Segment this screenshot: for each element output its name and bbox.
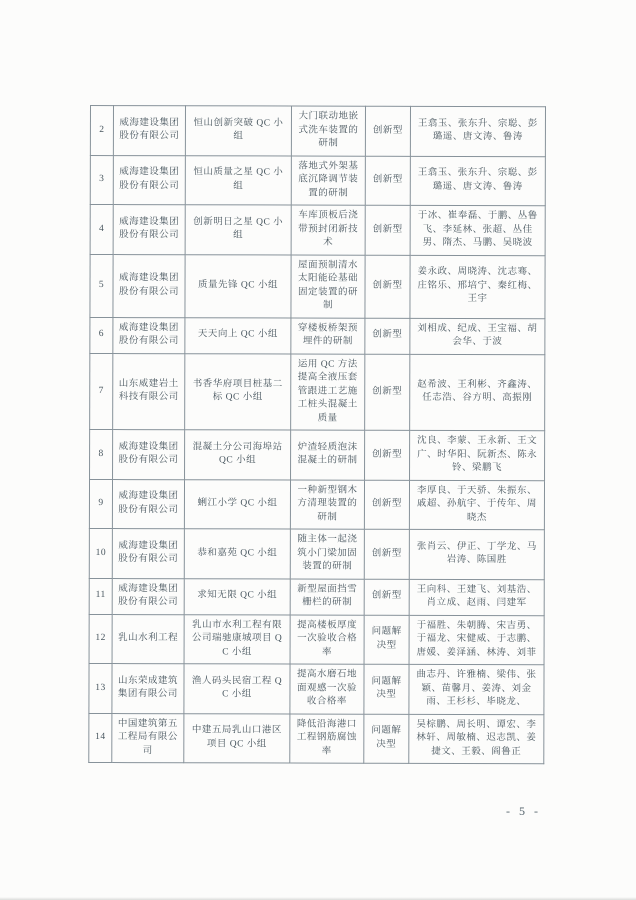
company-name-cell: 山东威建岩土科技有限公司 [113,353,185,430]
qc-group-name-cell: 恭和嘉苑 QC 小组 [184,529,290,579]
table-row [90,353,545,431]
company-name-cell: 威海建设集团股份有限公司 [113,155,185,205]
qc-group-name-cell: 天天向上 QC 小组 [185,317,291,353]
table-row [89,578,544,615]
members-list-cell: 刘相成、纪成、王宝福、胡会华、于波 [410,318,545,354]
table-row [89,663,544,714]
row-number-cell: 8 [90,430,113,480]
qc-table-body [89,106,546,764]
members-list-cell: 王翕玉、张东升、宗聪、彭璐遥、唐文涛、鲁涛 [410,156,545,206]
project-type-cell: 创新型 [365,205,410,255]
project-title-cell: 降低沿海港口工程钢筋腐蚀率 [290,714,364,764]
company-name-cell: 威海建设集团股份有限公司 [112,578,184,614]
row-number-cell: 3 [90,155,113,205]
project-title-cell: 提高楼板厚度一次验收合格率 [290,615,364,665]
row-number-cell: 9 [89,479,112,529]
table-row [90,430,545,481]
row-number-cell: 4 [90,205,113,255]
company-name-cell: 威海建设集团股份有限公司 [113,106,185,156]
qc-group-name-cell: 恒山质量之星 QC 小组 [185,155,291,205]
members-list-cell: 张肖云、伊正、丁学龙、马岩涛、陈国胜 [409,529,544,579]
table-row [90,205,545,256]
qc-group-name-cell: 创新明日之星 QC 小组 [185,205,291,255]
table-row [90,254,545,318]
company-name-cell: 威海建设集团股份有限公司 [113,317,185,353]
company-name-cell: 威海建设集团股份有限公司 [113,205,185,255]
company-name-cell: 威海建设集团股份有限公司 [112,479,184,529]
project-type-cell: 创新型 [364,529,409,579]
project-type-cell: 问题解决型 [364,615,409,665]
project-title-cell: 随主体一起浇筑小门梁加固装置的研制 [290,529,364,579]
qc-group-name-cell: 恒山创新突破 QC 小组 [185,106,291,156]
members-list-cell: 李厚良、于天骄、朱振东、戚超、孙航宇、于传年、周晓杰 [409,480,544,530]
row-number-cell: 7 [90,353,113,430]
project-title-cell: 提高水磨石地面观感一次验收合格率 [290,664,364,714]
project-type-cell: 创新型 [365,156,410,206]
project-title-cell: 落地式外架基底沉降调节装置的研制 [291,156,365,206]
table-row [89,614,544,665]
company-name-cell: 山东荣成建筑集团有限公司 [112,664,184,714]
qc-group-name-cell: 质量先锋 QC 小组 [185,254,291,317]
qc-results-table [88,105,546,764]
company-name-cell: 威海建设集团股份有限公司 [113,430,185,480]
members-list-cell: 于福胜、朱朝腾、宋吉勇、于福龙、宋健威、于志鹏、唐媛、姜泽涵、林涛、刘菲 [409,615,544,665]
row-number-cell: 11 [89,578,112,614]
row-number-cell: 14 [89,713,112,763]
qc-group-name-cell: 中建五局乳山口港区项目 QC 小组 [184,713,290,763]
members-list-cell: 于冰、崔奉磊、于鹏、丛鲁飞、李延林、张超、丛佳男、隋杰、马鹏、吴晓波 [410,205,545,255]
project-title-cell: 屋面预制清水太阳能砼基础固定装置的研制 [291,255,365,318]
project-type-cell: 创新型 [365,354,410,431]
project-title-cell: 运用 QC 方法提高全液压套管跟进工艺施工桩头混凝土质量 [291,354,365,431]
project-title-cell: 大门联动地嵌式洗车装置的研制 [291,106,365,156]
members-list-cell: 王翕玉、张东升、宗聪、彭璐遥、唐文涛、鲁涛 [410,106,545,156]
project-title-cell: 一种新型钢木方清理装置的研制 [290,480,364,530]
table-row [90,155,545,206]
row-number-cell: 10 [89,528,112,578]
members-list-cell: 王向科、王建飞、刘基浩、肖立成、赵雨、闫建军 [409,579,544,615]
members-list-cell: 曲志丹、许雅楠、梁伟、张颖、苗馨月、姜涛、刘金雨、王杉杉、毕晓龙、 [409,664,544,714]
qc-group-name-cell: 乳山市水利工程有限公司瑞驰康城项目 QC 小组 [184,614,290,664]
qc-group-name-cell: 混凝土分公司海埠站 QC 小组 [185,430,291,480]
project-title-cell: 穿楼板桥架预埋件的研制 [291,318,365,354]
row-number-cell: 13 [89,663,112,713]
members-list-cell: 姜永政、周晓涛、沈志骞、庄铭乐、邢培宁、秦红梅、王宇 [410,255,545,318]
members-list-cell: 赵希波、王利彬、齐鑫涛、任志浩、谷方明、高振刚 [410,354,545,431]
table-row [89,479,544,530]
qc-group-name-cell: 书香华府项目桩基二标 QC 小组 [185,353,291,430]
project-type-cell: 问题解决型 [364,714,409,764]
table-row [90,106,545,157]
row-number-cell: 5 [90,254,113,317]
project-type-cell: 创新型 [364,480,409,530]
table-row [89,713,544,764]
company-name-cell: 乳山水利工程 [112,614,184,664]
project-type-cell: 创新型 [365,106,410,156]
table-row [90,317,545,354]
qc-group-name-cell: 渔人码头民宿工程 QC 小组 [184,664,290,714]
row-number-cell: 2 [90,106,113,156]
company-name-cell: 中国建筑第五工程局有限公司 [112,713,184,763]
project-type-cell: 创新型 [365,430,410,480]
row-number-cell: 6 [90,317,113,353]
project-type-cell: 创新型 [365,255,410,318]
project-type-cell: 创新型 [365,318,410,354]
project-title-cell: 新型屋面挡雪栅栏的研制 [290,579,364,615]
members-list-cell: 吴棕鹏、周长明、谭宏、李林轩、周敏楠、迟志凯、姜捷文、王毅、阎鲁正 [409,714,544,764]
row-number-cell: 12 [89,614,112,664]
company-name-cell: 威海建设集团股份有限公司 [113,254,185,317]
members-list-cell: 沈良、李蒙、王永新、王文广、时华阳、阮新杰、陈永铃、梁鹏飞 [410,430,545,480]
project-title-cell: 车库顶板后浇带预封闭新技术 [291,205,365,255]
project-title-cell: 炉渣轻质泡沫混凝土的研制 [291,430,365,480]
page-number: - 5 - [506,804,541,818]
company-name-cell: 威海建设集团股份有限公司 [112,529,184,579]
qc-group-name-cell: 求知无限 QC 小组 [184,578,290,614]
project-type-cell: 问题解决型 [364,664,409,714]
qc-group-name-cell: 蜊江小学 QC 小组 [184,479,290,529]
project-type-cell: 创新型 [364,579,409,615]
table-row [89,528,544,579]
